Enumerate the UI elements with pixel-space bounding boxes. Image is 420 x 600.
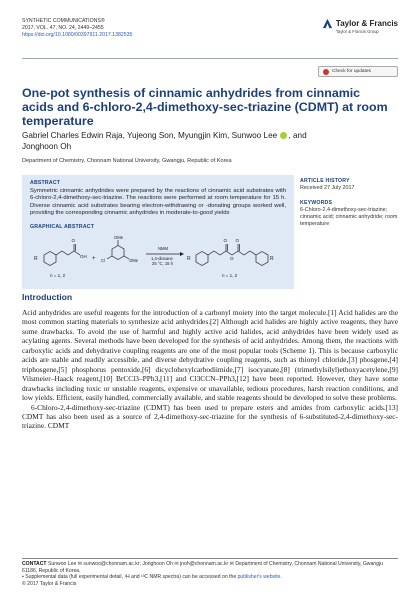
doi-link[interactable]: https://doi.org/10.1080/00397911.2017.1382535 bbox=[22, 32, 133, 38]
check-updates-icon bbox=[323, 69, 329, 75]
cdmt-ome-top: OMe bbox=[114, 234, 124, 240]
product-bridge-o: O bbox=[230, 255, 234, 261]
footer-contact bbox=[22, 561, 398, 574]
graphical-abstract-label: GRAPHICAL ABSTRACT bbox=[30, 223, 95, 230]
authors bbox=[22, 130, 392, 152]
history-received: Received 27 July 2017 bbox=[300, 185, 355, 191]
footer-supplemental bbox=[22, 574, 398, 581]
contact-label: CONTACT bbox=[22, 561, 47, 567]
keywords-label: KEYWORDS bbox=[300, 200, 333, 206]
journal-header bbox=[22, 18, 132, 39]
footer bbox=[22, 561, 398, 587]
authors-line2: Jonghoon Oh bbox=[22, 142, 72, 151]
journal-name: SYNTHETIC COMMUNICATIONS® bbox=[22, 18, 105, 24]
abstract-box bbox=[22, 175, 294, 289]
copyright: © 2017 Taylor & Francis bbox=[22, 580, 77, 587]
check-updates-label: Check for updates bbox=[332, 69, 371, 74]
cdmt-cl: Cl bbox=[101, 257, 105, 263]
reactant-r-label: R bbox=[34, 255, 38, 262]
abstract-label: ABSTRACT bbox=[30, 180, 61, 186]
journal-volume: 2017, VOL. 47, NO. 24, 2449–2455 bbox=[22, 25, 104, 31]
product-anhydride bbox=[196, 244, 268, 266]
publisher-logo-icon bbox=[322, 18, 333, 29]
cdmt-ome-right: OMe bbox=[129, 257, 139, 263]
publisher-sub: Taylor & Francis Group bbox=[335, 29, 379, 34]
abstract-text: Symmetric cinnamic anhydrides were prepared by the reactions of cinnamic acid substrates with 6-chloro-2,4-dimethoxy-sec-triazine. The reactions were performed at room temperature for 15 h. Diverse cinnamic acid substrates bearing electron-withdrawing or -donating groups worked well, providing the corresponding cinnamic anhydrides in moderate-to-good yields bbox=[30, 188, 286, 217]
conditions-label: 25 °C, 15 h bbox=[152, 260, 173, 266]
authors-line1: Gabriel Charles Edwin Raja, Yujeong Son, Myungjin Kim, Sunwoo Lee bbox=[22, 131, 278, 140]
n-label-right: n = 1, 2 bbox=[222, 272, 238, 278]
product-r-right: R bbox=[270, 255, 274, 262]
reactant-oh-label: OH bbox=[80, 253, 87, 259]
contact-text: Sunwoo Lee ✉ sunwoo@chonnam.ac.kr; Jonghoon Oh ✉ jnoh@chonnam.ac.kr ✉ Department of Chemistry, Chonnam National University, Gwangju 61186, Republic of Korea. bbox=[22, 561, 383, 574]
article-title: One-pot synthesis of cinnamic anhydrides from cinnamic acids and 6-chloro-2,4-dimethoxy-sec-triazine (CDMT) at room temperature bbox=[22, 86, 388, 129]
publisher-name: Taylor & Francis bbox=[335, 19, 398, 28]
check-updates-button[interactable] bbox=[318, 66, 398, 77]
graphical-abstract-scheme bbox=[30, 233, 286, 285]
intro-body bbox=[22, 308, 398, 431]
header-rule bbox=[22, 58, 398, 59]
product-o-right: O bbox=[235, 237, 240, 243]
product-r-left: R bbox=[187, 255, 191, 262]
intro-paragraph-1: Acid anhydrides are useful reagents for the introduction of a carbonyl moiety into the target molecule.[1] Acid halides are the most common starting materials to synthesize acid anhydrides.[2] Although acid halides are highly active reagents, they have some drawbacks. To avoid the use of harmful and highly active acid halides, acid anhydrides have been widely used as acylating agents. Several methods have been developed for the synthesis of acid anhydrides. Among them, the reactions with carboxylic acids and dehydrative coupling reagents are one of the most popular tools (Scheme 1). This is because carboxylic acids are stable and readily accessible, and diverse dehydrative coupling reagents, such as thionyl chloride,[3] phosgene,[4] triphosgene,[5] phosphorus pentoxide,[6] dicyclohexylcarbodiimide,[7] isocyanate,[8] (trimethylsilyl)ethoxyacetylene,[9] Vilsmeier–Haack reagent,[10] BrCCl3–PPh3,[11] and Cl3CCN–PPh3,[12] have been reported. However, they have some drawbacks including toxic or unstable reagents, expensive or unavailable, tedious procedures, harsh reaction conditions, and low yields. Efficient, easily handled, commercially available, and stable reagents should be developed to solve these problems. bbox=[22, 308, 398, 403]
history-label: ARTICLE HISTORY bbox=[300, 178, 350, 184]
footer-rule bbox=[22, 558, 398, 559]
authors-and: , and bbox=[288, 131, 307, 140]
reactant-o-label: O bbox=[71, 237, 76, 243]
supplemental-text: Supplemental data (full experimental detail, ¹H and ¹³C NMR spectra) can be accessed on the bbox=[25, 574, 237, 581]
affiliation: Department of Chemistry, Chonnam National University, Gwangju, Republic of Korea bbox=[22, 158, 232, 164]
intro-heading: Introduction bbox=[22, 292, 73, 302]
article-sidebar bbox=[300, 178, 398, 228]
reagent-label: NMM bbox=[158, 245, 169, 251]
intro-paragraph-2: 6-Chloro-2,4-dimethoxy-sec-triazine (CDMT) has been used to prepare esters and amides from carboxylic acids.[13] CDMT has also been used as a source of 2,4-dimethoxy-sec-triazine for the synthesis of 6-substituted-2,4-dimethoxy-sec-triazine. CDMT bbox=[22, 402, 398, 431]
publisher-website-link[interactable]: publisher's website. bbox=[237, 574, 282, 581]
product-o-left: O bbox=[223, 237, 228, 243]
supplemental-icon: ▪ bbox=[22, 574, 24, 581]
cdmt-structure bbox=[107, 240, 129, 260]
publisher-logo bbox=[322, 18, 398, 34]
orcid-icon[interactable] bbox=[280, 132, 287, 139]
n-label-left: n = 1, 2 bbox=[50, 272, 66, 278]
reactant-cinnamic-acid bbox=[44, 244, 80, 266]
keywords-text: 6-Chloro-2,4-dimethoxy-sec-triazine; cinnamic acid; cinnamic anhydride; room temperature bbox=[300, 207, 398, 227]
plus-sign: + bbox=[92, 255, 96, 262]
solvent-label: 1,4-dioxane bbox=[151, 255, 173, 261]
